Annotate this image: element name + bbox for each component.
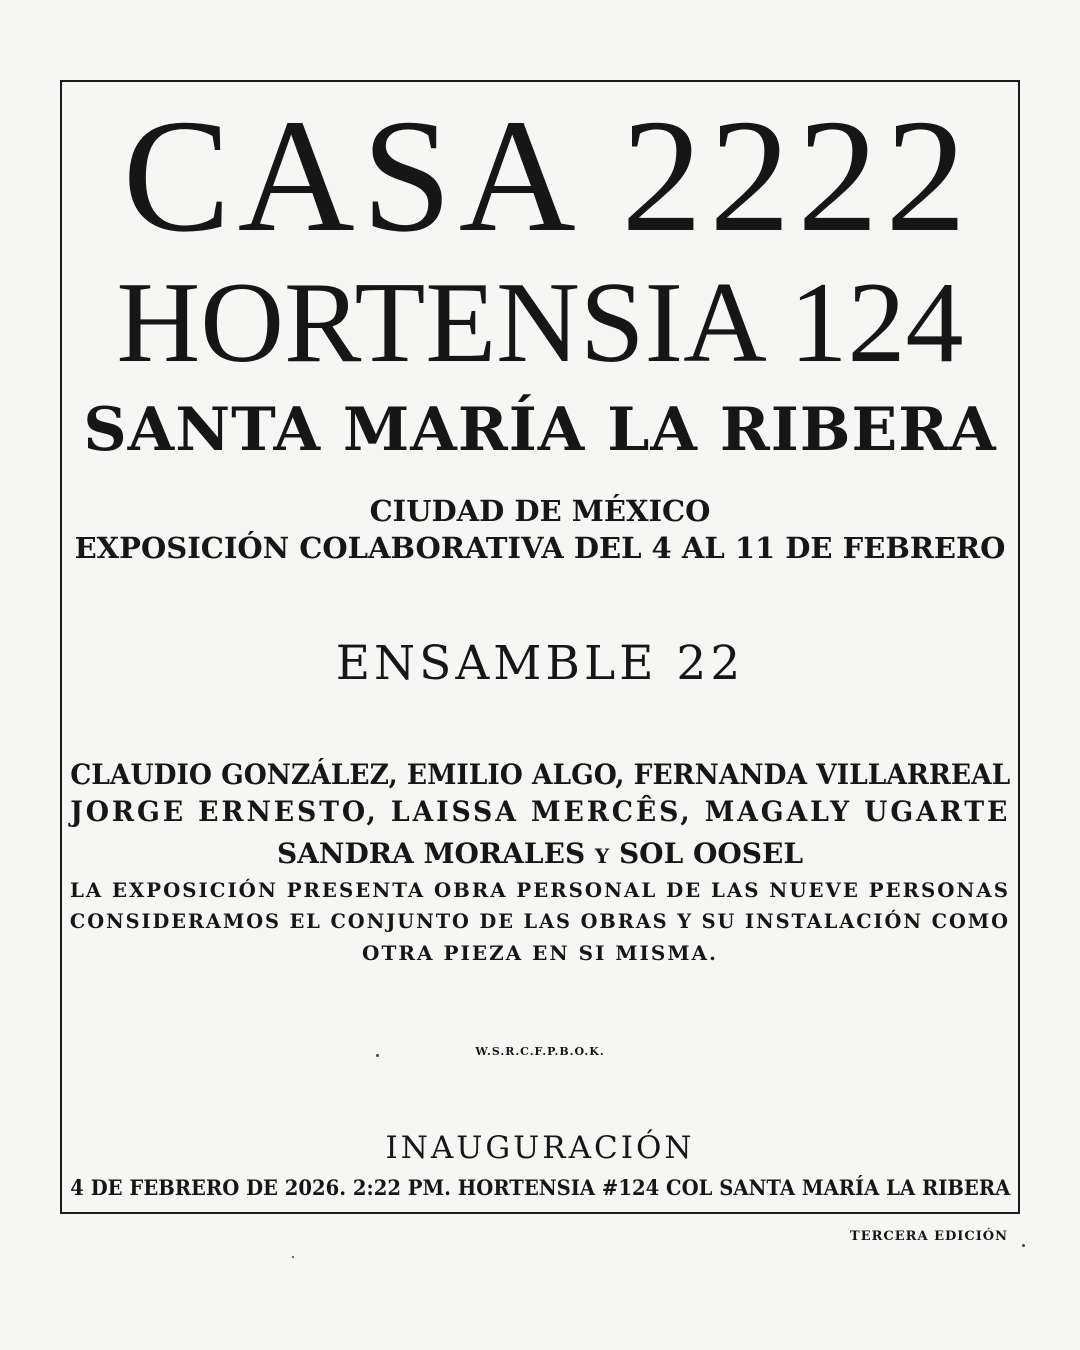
poster-neighborhood: SANTA MARÍA LA RIBERA <box>83 395 997 465</box>
artist-names-line-3 <box>0 837 1080 870</box>
artist-names-line-2: JORGE ERNESTO, LAISSA MERCÊS, MAGALY UGARTE <box>70 795 1010 828</box>
artist-names-conjunction: Y <box>594 844 610 868</box>
artist-names-line-1: CLAUDIO GONZÁLEZ, EMILIO ALGO, FERNANDA VILLARREAL <box>70 758 1010 791</box>
paper-speck <box>292 1256 294 1258</box>
poster-address: HORTENSIA 124 <box>116 259 964 387</box>
artist-name-sandra: SANDRA MORALES <box>276 837 586 870</box>
initials-code: W.S.R.C.F.P.B.O.K. <box>475 1045 605 1058</box>
exhibition-dates: EXPOSICIÓN COLABORATIVA DEL 4 AL 11 DE FEBRERO <box>74 531 1006 565</box>
description-line-3: OTRA PIEZA EN SI MISMA. <box>362 941 718 965</box>
edition-label: TERCERA EDICIÓN <box>850 1229 1008 1244</box>
opening-details: 4 DE FEBRERO DE 2026. 2:22 PM. HORTENSIA #124 COL SANTA MARÍA LA RIBERA <box>70 1175 1010 1200</box>
paper-speck <box>1022 1244 1025 1247</box>
description-line-1: LA EXPOSICIÓN PRESENTA OBRA PERSONAL DE LAS NUEVE PERSONAS <box>69 878 1010 902</box>
description-line-2: CONSIDERAMOS EL CONJUNTO DE LAS OBRAS Y SU INSTALACIÓN COMO <box>69 909 1010 933</box>
artist-name-sol: SOL OOSEL <box>618 837 804 870</box>
paper-speck <box>376 1054 379 1057</box>
ensemble-name: ENSAMBLE 22 <box>335 636 745 691</box>
poster-city: CIUDAD DE MÉXICO <box>369 494 711 528</box>
opening-label: INAUGURACIÓN <box>385 1130 695 1166</box>
poster-title: CASA 2222 <box>122 87 974 266</box>
